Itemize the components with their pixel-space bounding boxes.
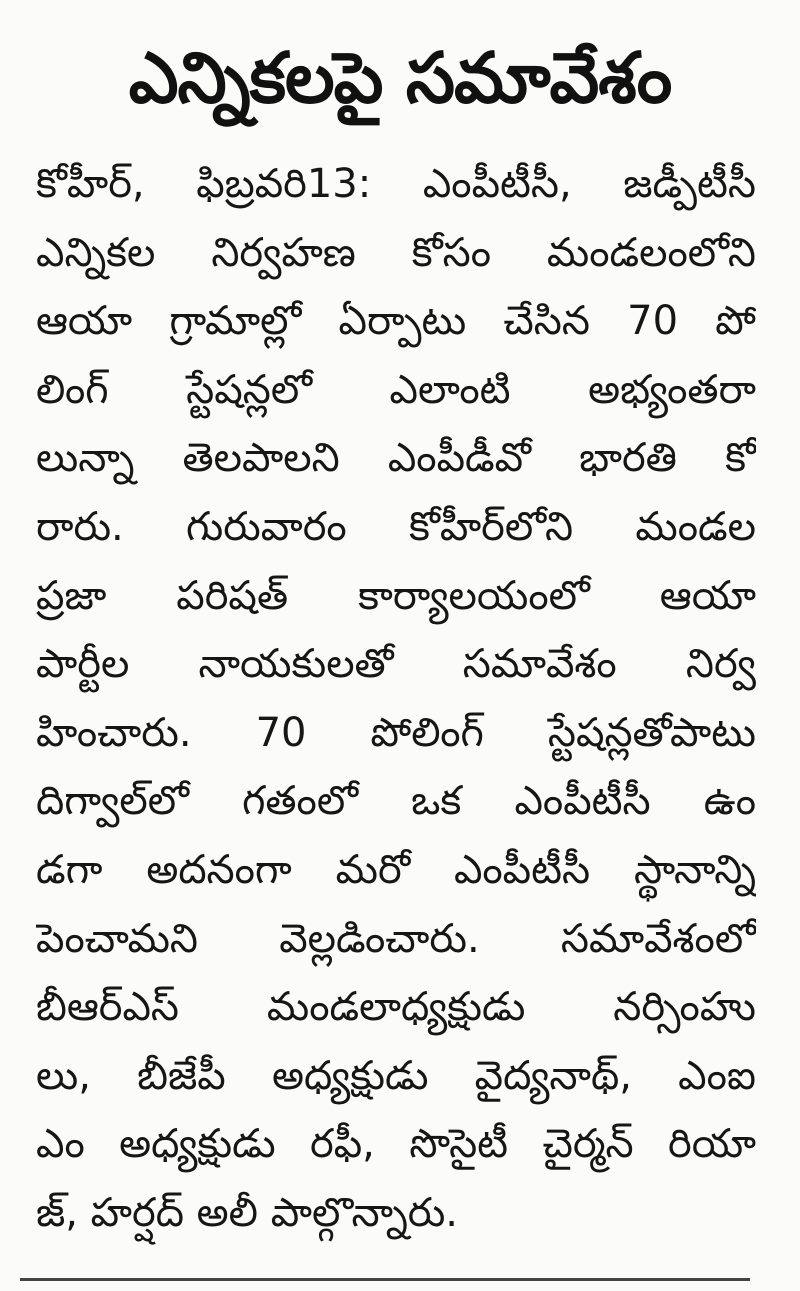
article-line: ఆయా గ్రామాల్లో ఏర్పాటు చేసిన 70 పో bbox=[36, 298, 756, 345]
article-line: లు, బీజేపీ అధ్యక్షుడు వైద్యనాథ్, ఎంఐ bbox=[36, 1052, 756, 1099]
article-line: బీఆర్ఎస్ మండలాధ్యక్షుడు నర్సింహు bbox=[36, 984, 756, 1031]
article-line: పార్టీల నాయకులతో సమావేశం నిర్వ bbox=[36, 641, 756, 688]
article-line: రారు. గురువారం కోహీర్‌లోని మండల bbox=[36, 503, 756, 550]
article-line: జ్, హర్షద్ అలీ పాల్గొన్నారు. bbox=[36, 1189, 459, 1236]
article-line: డగా అదనంగా మరో ఎంపీటీసీ స్థానాన్ని bbox=[36, 846, 756, 893]
article-line: లింగ్ స్టేషన్లలో ఎలాంటి అభ్యంతరా bbox=[36, 366, 756, 413]
article-line: ఎం అధ్యక్షుడు రఫీ, సొసైటీ చైర్మన్ రియా bbox=[36, 1121, 756, 1168]
article-line: ప్రజా పరిషత్ కార్యాలయంలో ఆయా bbox=[36, 572, 756, 619]
article-line: లున్నా తెలపాలని ఎంపీడీవో భారతి కో bbox=[36, 435, 756, 482]
article-line: ఎన్నికల నిర్వహణ కోసం మండలంలోని bbox=[36, 229, 756, 276]
headline: ఎన్నికలపై సమావేశం bbox=[128, 37, 672, 119]
article-line: పెంచామని వెల్లడించారు. సమావేశంలో bbox=[36, 915, 756, 962]
article-body bbox=[36, 150, 756, 1248]
bottom-divider bbox=[20, 1278, 750, 1281]
article-line: హించారు. 70 పోలింగ్ స్టేషన్లతోపాటు bbox=[36, 709, 756, 756]
article-line: కోహీర్, ఫిబ్రవరి13: ఎంపీటీసీ, జడ్పీటీసీ bbox=[36, 161, 756, 207]
article-line: దిగ్వాల్‌లో గతంలో ఒక ఎంపీటీసీ ఉం bbox=[36, 778, 756, 825]
